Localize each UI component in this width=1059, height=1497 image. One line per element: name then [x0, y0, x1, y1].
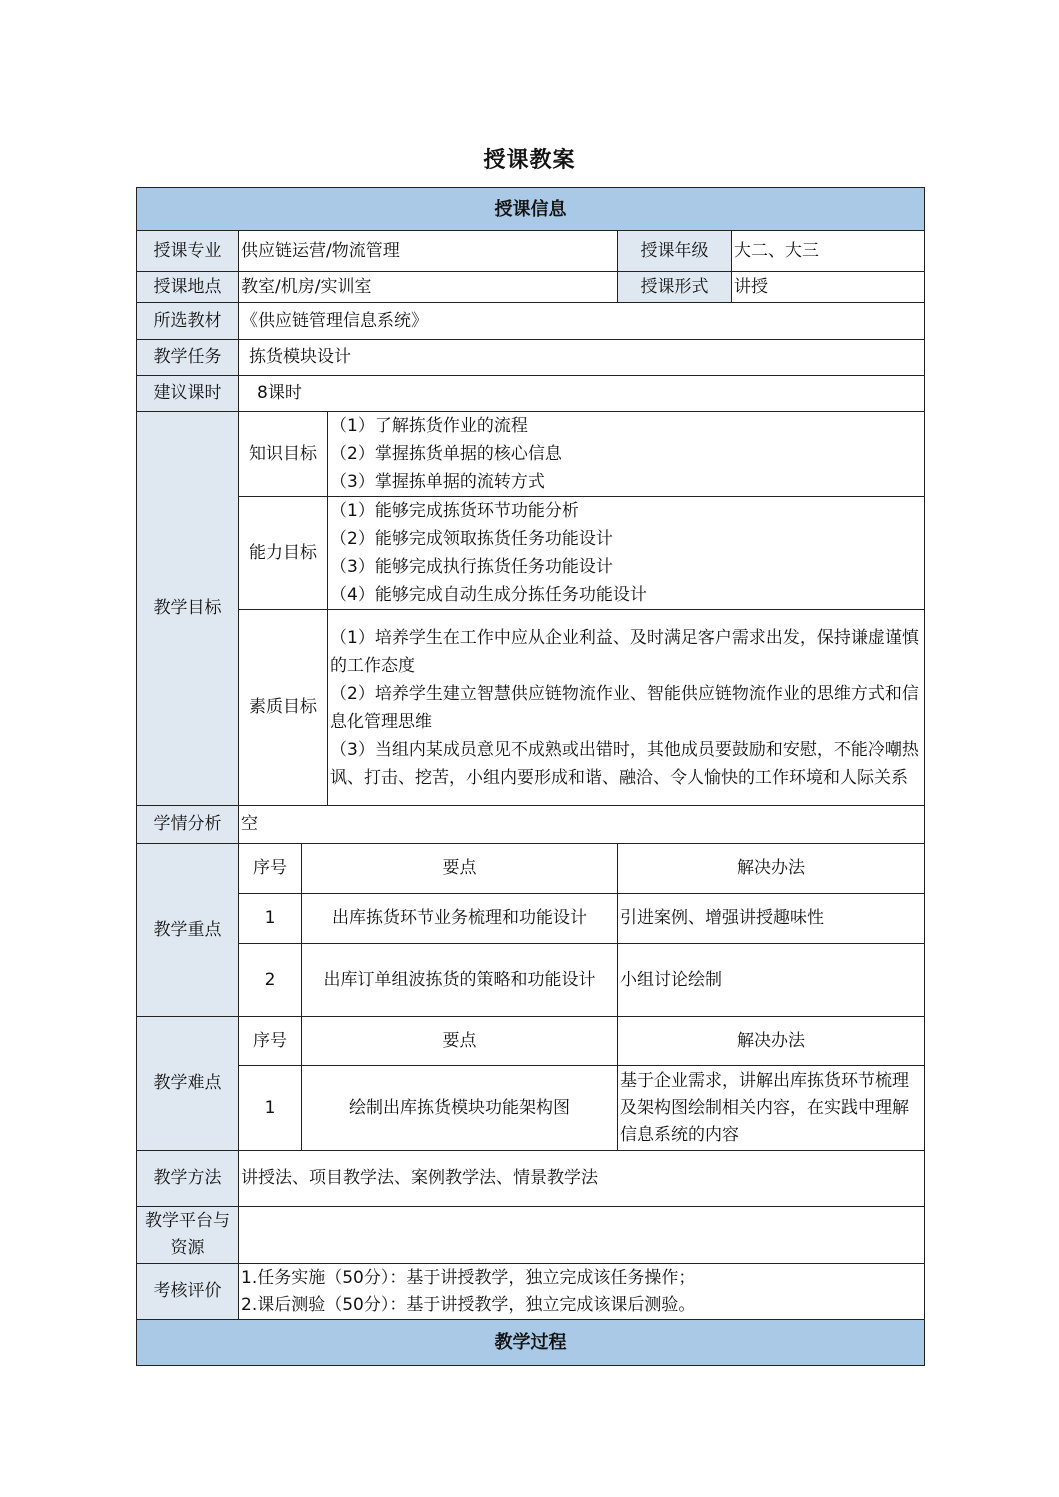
- list-item: （1）了解拣货作业的流程: [330, 416, 528, 436]
- form-value: 讲授: [732, 272, 925, 303]
- analysis-label: 学情分析: [137, 806, 239, 844]
- section-header-process: 教学过程: [137, 1320, 925, 1366]
- diff-row-point: 绘制出库拣货模块功能架构图: [302, 1066, 618, 1151]
- key-col-no: 序号: [239, 844, 302, 894]
- diff-col-solution: 解决办法: [618, 1017, 925, 1066]
- key-row-point: 出库拣货环节业务梳理和功能设计: [302, 894, 618, 944]
- list-item: （1）培养学生在工作中应从企业利益、及时满足客户需求出发，保持谦虚谨慎的工作态度: [330, 627, 919, 676]
- platform-value: [239, 1207, 925, 1264]
- list-item: （2）培养学生建立智慧供应链物流作业、智能供应链物流作业的思维方式和信息化管理思维: [330, 683, 919, 732]
- difficulties-label: 教学难点: [137, 1017, 239, 1151]
- key-row-solution: 小组讨论绘制: [618, 944, 925, 1017]
- major-label: 授课专业: [137, 231, 239, 272]
- key-row-solution: 引进案例、增强讲授趣味性: [618, 894, 925, 944]
- list-item: （3）当组内某成员意见不成熟或出错时，其他成员要鼓励和安慰，不能冷嘲热讽、打击、挖苦，小组内要形成和谐、融洽、令人愉快的工作环境和人际关系: [330, 739, 919, 788]
- platform-label: 教学平台与资源: [137, 1207, 239, 1264]
- list-item: （3）掌握拣单据的流转方式: [330, 472, 545, 492]
- lesson-plan-table: [136, 187, 925, 1366]
- location-label: 授课地点: [137, 272, 239, 303]
- quality-goal-list: [328, 610, 925, 806]
- diff-row-solution: 基于企业需求，讲解出库拣货环节梳理及架构图绘制相关内容，在实践中理解信息系统的内容: [618, 1066, 925, 1151]
- document-title: 授课教案: [483, 148, 576, 173]
- section-header-info: 授课信息: [137, 188, 925, 231]
- textbook-value: 《供应链管理信息系统》: [239, 303, 925, 340]
- textbook-label: 所选教材: [137, 303, 239, 340]
- table-row: [137, 944, 925, 1017]
- list-item: （2）掌握拣货单据的核心信息: [330, 444, 562, 464]
- list-item: （1）能够完成拣货环节功能分析: [330, 501, 579, 521]
- key-row-point: 出库订单组波拣货的策略和功能设计: [302, 944, 618, 1017]
- key-row-no: 2: [239, 944, 302, 1017]
- knowledge-goal-label: 知识目标: [239, 412, 328, 497]
- major-value: 供应链运营/物流管理: [239, 231, 618, 272]
- grade-value: 大二、大三: [732, 231, 925, 272]
- location-value: 教室/机房/实训室: [239, 272, 618, 303]
- task-value: 拣货模块设计: [239, 340, 925, 376]
- key-points-label: 教学重点: [137, 844, 239, 1017]
- table-row: [137, 894, 925, 944]
- objectives-label: 教学目标: [137, 412, 239, 806]
- list-item: 1.任务实施（50分）：基于讲授教学，独立完成该任务操作；: [241, 1267, 696, 1288]
- list-item: （4）能够完成自动生成分拣任务功能设计: [330, 585, 647, 605]
- ability-goal-list: [328, 497, 925, 610]
- knowledge-goal-list: [328, 412, 925, 497]
- diff-col-point: 要点: [302, 1017, 618, 1066]
- list-item: （2）能够完成领取拣货任务功能设计: [330, 529, 613, 549]
- diff-row-no: 1: [239, 1066, 302, 1151]
- quality-goal-label: 素质目标: [239, 610, 328, 806]
- assessment-list: [239, 1264, 925, 1320]
- table-row: [137, 1066, 925, 1151]
- hours-label: 建议课时: [137, 376, 239, 412]
- ability-goal-label: 能力目标: [239, 497, 328, 610]
- diff-col-no: 序号: [239, 1017, 302, 1066]
- grade-label: 授课年级: [618, 231, 732, 272]
- key-col-solution: 解决办法: [618, 844, 925, 894]
- hours-value: 8课时: [239, 376, 925, 412]
- key-row-no: 1: [239, 894, 302, 944]
- form-label: 授课形式: [618, 272, 732, 303]
- method-label: 教学方法: [137, 1151, 239, 1207]
- assessment-label: 考核评价: [137, 1264, 239, 1320]
- analysis-value: 空: [239, 806, 925, 844]
- key-col-point: 要点: [302, 844, 618, 894]
- list-item: （3）能够完成执行拣货任务功能设计: [330, 557, 613, 577]
- list-item: 2.课后测验（50分）：基于讲授教学，独立完成该课后测验。: [241, 1294, 696, 1315]
- method-value: 讲授法、项目教学法、案例教学法、情景教学法: [239, 1151, 925, 1207]
- task-label: 教学任务: [137, 340, 239, 376]
